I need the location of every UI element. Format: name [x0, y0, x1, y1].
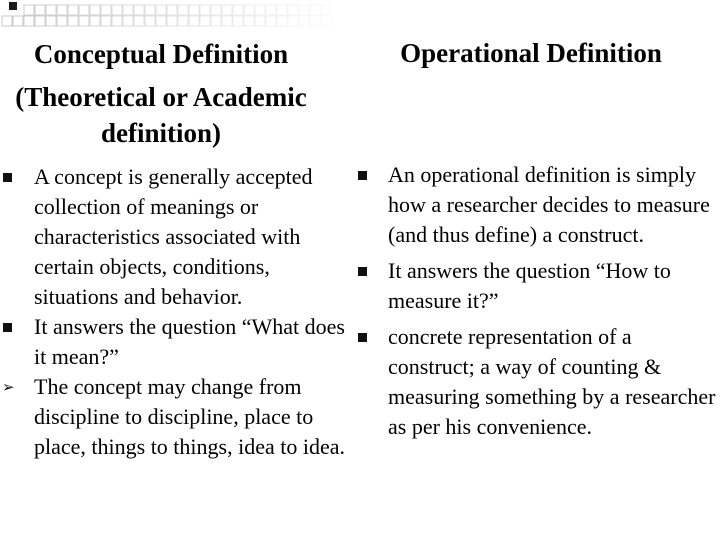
operational-bullet-list — [357, 160, 717, 448]
list-item — [357, 160, 717, 250]
square-bullet-icon — [357, 160, 377, 190]
conceptual-heading-line1: Conceptual Definition — [33, 39, 289, 69]
conceptual-bullet-list — [2, 162, 352, 462]
list-item — [357, 256, 717, 316]
bullet-text: The concept may change from discipline to discipline, place to place, things to things, idea to idea. — [34, 374, 345, 459]
operational-definition-heading: Operational Definition — [400, 38, 662, 68]
square-bullet-icon — [2, 162, 22, 192]
bullet-text: An operational definition is simply how a researcher decides to measure (and thus define) a construct. — [388, 162, 710, 247]
square-bullet-icon — [357, 322, 377, 352]
list-item — [357, 322, 717, 442]
bullet-text: A concept is generally accepted collection of meanings or characteristics associated with certain objects, conditions, situations and behavior. — [34, 164, 313, 309]
list-item — [2, 312, 352, 372]
arrow-bullet-icon — [2, 372, 22, 402]
conceptual-definition-heading — [2, 36, 320, 151]
bullet-text: It answers the question “How to measure it?” — [388, 258, 671, 313]
bullet-text: concrete representation of a construct; a way of counting & measuring something by a researcher as per his convenience. — [388, 324, 716, 439]
list-item — [2, 372, 352, 462]
square-bullet-icon — [2, 312, 22, 342]
bullet-text: It answers the question “What does it mean?” — [34, 314, 345, 369]
conceptual-heading-line2: (Theoretical or Academic definition) — [15, 82, 307, 148]
list-item — [2, 162, 352, 312]
title-decoration — [0, 0, 360, 30]
square-bullet-icon — [357, 256, 377, 286]
